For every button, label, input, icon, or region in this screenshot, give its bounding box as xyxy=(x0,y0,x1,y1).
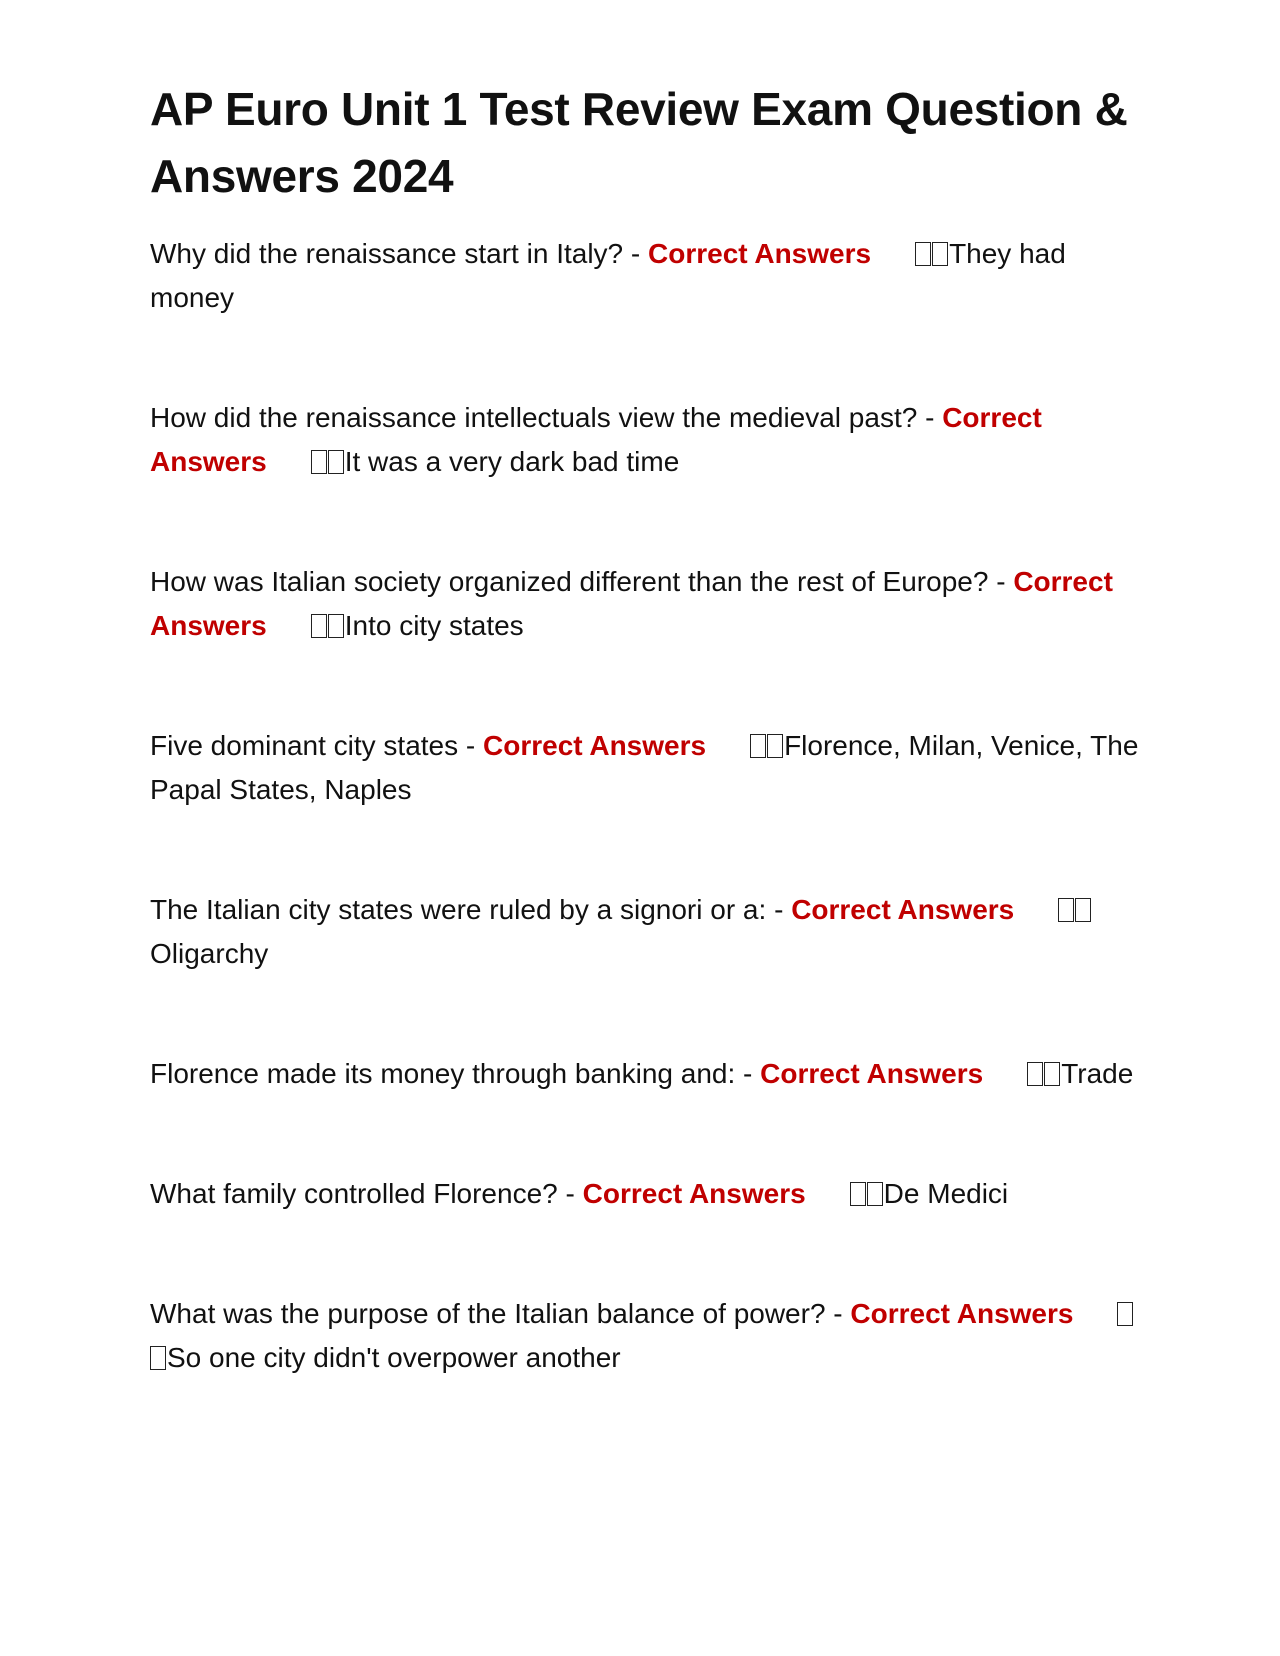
missing-glyph-icon xyxy=(328,450,344,474)
question-text: The Italian city states were ruled by a signori or a: xyxy=(150,894,767,925)
answer-text: De Medici xyxy=(883,1178,1009,1209)
missing-glyph-icon xyxy=(150,1346,166,1370)
missing-glyph-icon xyxy=(750,734,766,758)
question-text: Five dominant city states xyxy=(150,730,459,761)
question-text: How was Italian society organized different than the rest of Europe? xyxy=(150,566,989,597)
answer-text: They had money xyxy=(150,238,1066,313)
missing-glyph-icon xyxy=(850,1182,866,1206)
qa-item xyxy=(150,396,1140,484)
missing-glyph-icon xyxy=(767,734,783,758)
answer-text: So one city didn't overpower another xyxy=(167,1342,621,1373)
document-title: AP Euro Unit 1 Test Review Exam Question & Answers 2024 xyxy=(150,83,1128,202)
missing-glyph-icon xyxy=(915,242,931,266)
question-text: What family controlled Florence? xyxy=(150,1178,558,1209)
answer-label: Correct Answers xyxy=(648,238,872,269)
answer-text: Oligarchy xyxy=(150,938,269,969)
qa-item xyxy=(150,560,1140,648)
answer-label: Correct Answers xyxy=(791,894,1015,925)
answer-text: It was a very dark bad time xyxy=(344,446,680,477)
qa-item xyxy=(150,724,1140,812)
missing-glyph-icon xyxy=(1117,1302,1133,1326)
question-text: Florence made its money through banking and: xyxy=(150,1058,736,1089)
missing-glyph-icon xyxy=(932,242,948,266)
missing-glyph-icon xyxy=(1044,1062,1060,1086)
answer-label: Correct Answers xyxy=(150,402,1042,477)
separator: - xyxy=(766,894,792,925)
answer-label: Correct Answers xyxy=(760,1058,984,1089)
missing-glyph-icon xyxy=(1058,898,1074,922)
separator: - xyxy=(917,402,943,433)
missing-glyph-icon xyxy=(1027,1062,1043,1086)
document-page xyxy=(150,76,1140,1456)
qa-item xyxy=(150,1292,1140,1380)
question-text: How did the renaissance intellectuals view the medieval past? xyxy=(150,402,918,433)
separator: - xyxy=(735,1058,761,1089)
answer-label: Correct Answers xyxy=(582,1178,806,1209)
separator: - xyxy=(623,238,649,269)
separator: - xyxy=(458,730,484,761)
answer-label: Correct Answers xyxy=(483,730,707,761)
answer-text: Trade xyxy=(1061,1058,1134,1089)
question-text: Why did the renaissance start in Italy? xyxy=(150,238,624,269)
answer-text: Into city states xyxy=(344,610,524,641)
answer-label: Correct Answers xyxy=(850,1298,1074,1329)
answer-label: Correct Answers xyxy=(150,566,1113,641)
separator: - xyxy=(825,1298,851,1329)
separator: - xyxy=(557,1178,583,1209)
qa-item xyxy=(150,1052,1140,1096)
missing-glyph-icon xyxy=(867,1182,883,1206)
qa-item xyxy=(150,888,1140,976)
missing-glyph-icon xyxy=(311,614,327,638)
separator: - xyxy=(988,566,1014,597)
qa-item xyxy=(150,232,1140,320)
question-text: What was the purpose of the Italian balance of power? xyxy=(150,1298,826,1329)
missing-glyph-icon xyxy=(328,614,344,638)
answer-text: Florence, Milan, Venice, The Papal States, Naples xyxy=(150,730,1139,805)
qa-item xyxy=(150,1172,1140,1216)
missing-glyph-icon xyxy=(311,450,327,474)
missing-glyph-icon xyxy=(1075,898,1091,922)
